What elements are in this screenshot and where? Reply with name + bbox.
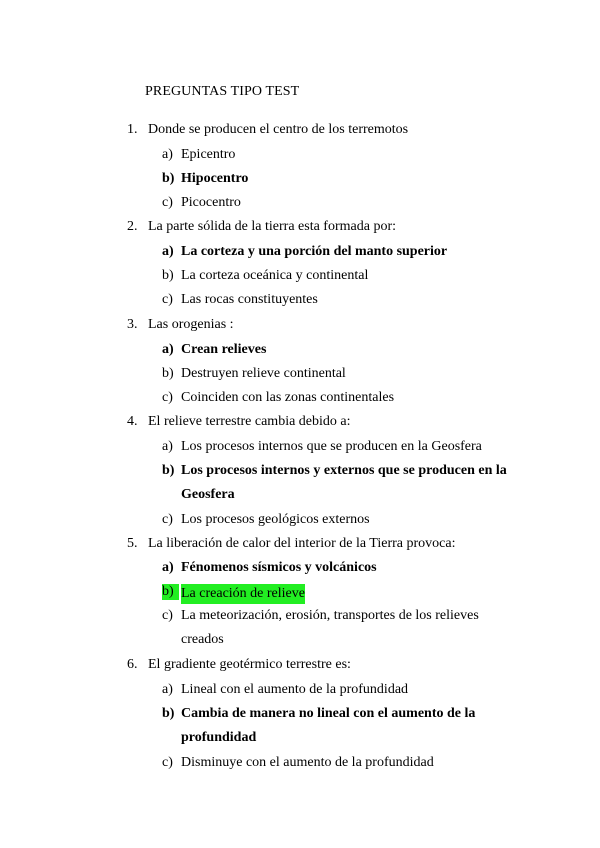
question-number: 3.: [127, 317, 138, 332]
option-text: La meteorización, erosión, transportes de los relieves creados: [181, 608, 479, 647]
option-letter: a): [162, 147, 173, 162]
option-text-correct: Los procesos internos y externos que se producen en la Geosfera: [181, 463, 507, 502]
option-text: Destruyen relieve continental: [181, 366, 346, 381]
option-text-correct: La corteza y una porción del manto superior: [181, 244, 448, 259]
option-letter: c): [162, 390, 173, 405]
option-text-highlighted: La creación de relieve: [181, 584, 305, 604]
option-letter-highlighted: b): [162, 584, 179, 600]
option-text: Epicentro: [181, 147, 236, 162]
question-text: El gradiente geotérmico terrestre es:: [148, 657, 351, 672]
option-text-correct: Hipocentro: [181, 171, 249, 186]
option-letter: b): [162, 706, 175, 721]
question-text: La parte sólida de la tierra esta formada por:: [148, 219, 396, 234]
option-text: La corteza oceánica y continental: [181, 268, 369, 283]
option-text: Disminuye con el aumento de la profundidad: [181, 755, 434, 770]
option-letter: a): [162, 682, 173, 697]
option-letter: b): [162, 268, 174, 283]
question-number: 1.: [127, 122, 138, 137]
option-text: Los procesos geológicos externos: [181, 512, 370, 527]
question-text: El relieve terrestre cambia debido a:: [148, 414, 351, 429]
option-letter: c): [162, 292, 173, 307]
option-text: Lineal con el aumento de la profundidad: [181, 682, 409, 697]
option-letter: a): [162, 560, 174, 575]
option-letter: a): [162, 342, 174, 357]
option-text-correct: Crean relieves: [181, 342, 267, 357]
option-text: Los procesos internos que se producen en la Geosfera: [181, 439, 482, 454]
option-text: Coinciden con las zonas continentales: [181, 390, 395, 405]
question-number: 2.: [127, 219, 138, 234]
option-letter: a): [162, 439, 173, 454]
option-letter: c): [162, 512, 173, 527]
option-text: Las rocas constituyentes: [181, 292, 318, 307]
page-title: PREGUNTAS TIPO TEST: [145, 84, 300, 99]
question-number: 4.: [127, 414, 138, 429]
question-number: 6.: [127, 657, 138, 672]
option-letter: a): [162, 244, 174, 259]
option-letter: b): [162, 463, 175, 478]
question-text: Las orogenias :: [148, 317, 234, 332]
option-text: Picocentro: [181, 195, 241, 210]
question-text: Donde se producen el centro de los terremotos: [148, 122, 409, 137]
option-letter: c): [162, 608, 173, 623]
option-letter: b): [162, 171, 175, 186]
question-number: 5.: [127, 536, 138, 551]
option-text-correct: Cambia de manera no lineal con el aumento de la profundidad: [181, 706, 476, 745]
option-letter: b): [162, 366, 174, 381]
option-letter: c): [162, 195, 173, 210]
option-letter: c): [162, 755, 173, 770]
question-text: La liberación de calor del interior de la Tierra provoca:: [148, 536, 456, 551]
option-text-correct: Fénomenos sísmicos y volcánicos: [181, 560, 377, 575]
